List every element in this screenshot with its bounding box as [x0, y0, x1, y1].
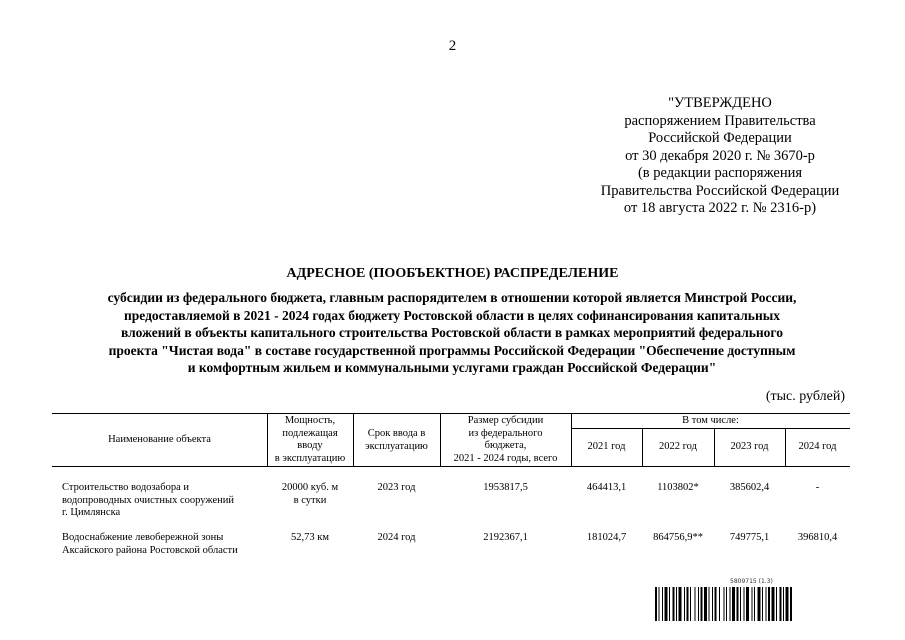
header-year-2024: 2024 год [798, 441, 837, 452]
table-row-1-name: Строительство водозабора и водопроводных очистных сооружений г. Цимлянска [62, 482, 234, 518]
header-year-2023: 2023 год [730, 441, 769, 452]
subheading-line: предоставляемой в 2021 - 2024 годах бюджету Ростовской области в целях софинансирования капитальных [123, 307, 781, 323]
table-row-2-total: 2192367,1 [483, 532, 528, 543]
header-year-2021: 2021 год [587, 441, 626, 452]
header-capacity: Мощность, подлежащая вводу в эксплуатацию [274, 415, 346, 464]
table-row-1-2021: 464413,1 [586, 482, 627, 493]
approval-line: (в редакции распоряжения [637, 165, 803, 181]
table-row-2-2021: 181024,7 [586, 532, 627, 543]
table-row-1-2023: 385602,4 [729, 482, 770, 493]
table-row-1-capacity: 20000 куб. м в сутки [281, 482, 339, 506]
approval-line: Правительства Российской Федерации [600, 182, 840, 199]
subheading-line: и комфортным жильем и коммунальными услугами граждан Российской Федерации" [187, 360, 717, 376]
table-row-2-name: Водоснабжение левобережной зоны Аксайского района Ростовской области [62, 532, 238, 556]
table-row-2-deadline: 2024 год [377, 532, 416, 543]
header-subsidy: Размер субсидии из федерального бюджета, 2021 - 2024 годы, всего [453, 415, 558, 464]
page-number: 2 [448, 38, 457, 54]
approval-line: от 30 декабря 2020 г. № 3670-р [625, 147, 815, 164]
subheading-line: вложений в объекты капитального строительства Ростовской области в рамках мероприятий федерального [121, 325, 783, 341]
table-row-1-2024: - [815, 482, 820, 493]
subheading-line: субсидии из федерального бюджета, главным распорядителем в отношении которой является Минстрой России, [107, 290, 797, 305]
approval-line: от 18 августа 2022 г. № 2316-р) [623, 200, 817, 216]
table-row-2-2024: 396810,4 [797, 532, 838, 543]
table-row-1-deadline: 2023 год [377, 482, 416, 493]
document-heading: АДРЕСНОЕ (ПООБЪЕКТНОЕ) РАСПРЕДЕЛЕНИЕ [286, 266, 619, 281]
approval-line: Российской Федерации [648, 130, 792, 146]
header-including: В том числе: [682, 415, 739, 426]
approval-line: распоряжением Правительства [624, 112, 816, 129]
subheading-line: проекта "Чистая вода" в составе государственной программы Российской Федерации "Обеспечение доступным [108, 342, 796, 358]
units-note: (тыс. рублей) [765, 389, 845, 404]
table-row-1-2022: 1103802* [657, 482, 699, 493]
document-subheading [52, 289, 852, 377]
table-row-1-total: 1953817,5 [483, 482, 528, 493]
barcode-icon [655, 587, 847, 621]
header-deadline: Срок ввода в эксплуатацию [365, 428, 428, 452]
table-row-2-2023: 749775,1 [729, 532, 770, 543]
document-code: 5809715 (1.3) [730, 578, 773, 585]
table-row-2-2022: 864756,9** [653, 532, 703, 543]
approval-block [560, 95, 880, 218]
header-name: Наименование объекта [108, 434, 211, 445]
approval-line: "УТВЕРЖДЕНО [668, 95, 772, 111]
header-year-2022: 2022 год [659, 441, 697, 452]
table-header-bottom-border [52, 466, 850, 467]
including-divider [571, 428, 850, 429]
table-row-2-capacity: 52,73 км [291, 532, 329, 543]
table-top-border [52, 413, 850, 414]
